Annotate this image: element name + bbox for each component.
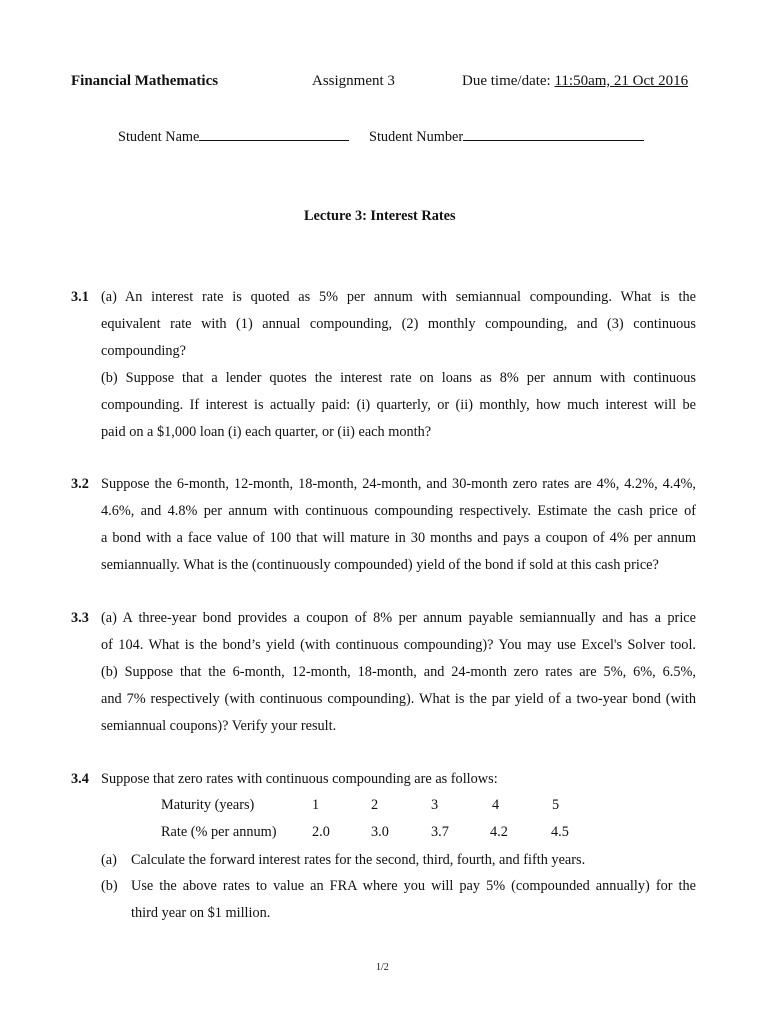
q32-line: semiannually. What is the (continuously compounded) yield of the bond if sold at this cash price? [101, 557, 659, 573]
q31-line: equivalent rate with (1) annual compounding, (2) monthly compounding, and (3) continuous [101, 316, 696, 332]
q34-number: 3.4 [71, 771, 89, 787]
q34-intro: Suppose that zero rates with continuous compounding are as follows: [101, 771, 498, 787]
rate-cell: 3.7 [431, 824, 449, 840]
student-name-field [118, 128, 349, 146]
student-number-field [369, 128, 644, 146]
q33-line: and 7% respectively (with continuous compounding). What is the par yield of a two-year bond (with [101, 691, 696, 707]
course-title: Financial Mathematics [71, 73, 219, 89]
q31-line: (b) Suppose that a lender quotes the interest rate on loans as 8% per annum with continuous [101, 370, 696, 386]
q32-line: Suppose the 6-month, 12-month, 18-month, 24-month, and 30-month zero rates are 4%, 4.2%, 4.4%, [101, 476, 696, 492]
q32-line: 4.6%, and 4.8% per annum with continuous compounding respectively. Estimate the cash price of [101, 503, 696, 519]
q34-a-label: (a) [101, 852, 117, 868]
q32-number: 3.2 [71, 476, 89, 492]
maturity-label: Maturity (years) [161, 797, 255, 813]
q31-number: 3.1 [71, 289, 89, 305]
rate-cell: 3.0 [371, 824, 389, 840]
q33-line: (b) Suppose that the 6-month, 12-month, 18-month, and 24-month zero rates are 5%, 6%, 6.5%, [101, 664, 696, 680]
q33-line: (a) A three-year bond provides a coupon of 8% per annum payable semiannually and has a price [101, 610, 696, 626]
maturity-cell: 3 [431, 797, 439, 813]
due-date [462, 73, 688, 90]
page-number: 1/2 [376, 962, 389, 973]
rate-cell: 2.0 [312, 824, 330, 840]
q31-line: (a) An interest rate is quoted as 5% per annum with semiannual compounding. What is the [101, 289, 696, 305]
due-label: Due time/date: [462, 73, 555, 89]
q34-b-line: third year on $1 million. [131, 905, 271, 921]
q31-line: compounding? [101, 343, 186, 359]
maturity-cell: 1 [312, 797, 320, 813]
rate-label: Rate (% per annum) [161, 824, 277, 840]
rate-cell: 4.2 [490, 824, 508, 840]
q34-a-text: Calculate the forward interest rates for the second, third, fourth, and fifth years. [131, 852, 586, 868]
q33-line: semiannual coupons)? Verify your result. [101, 718, 337, 734]
rate-cell: 4.5 [551, 824, 569, 840]
q33-line: of 104. What is the bond’s yield (with continuous compounding)? You may use Excel's Solver tool. [101, 637, 696, 653]
maturity-cell: 4 [492, 797, 500, 813]
maturity-cell: 2 [371, 797, 379, 813]
q31-line: paid on a $1,000 loan (i) each quarter, or (ii) each month? [101, 424, 432, 440]
due-value: 11:50am, 21 Oct 2016 [554, 73, 689, 89]
lecture-title: Lecture 3: Interest Rates [304, 208, 456, 224]
student-name-blank [199, 128, 349, 141]
student-number-label: Student Number [369, 129, 464, 145]
maturity-cell: 5 [552, 797, 560, 813]
student-number-blank [463, 128, 644, 141]
assignment-label: Assignment 3 [312, 73, 395, 89]
q31-line: compounding. If interest is actually paid: (i) quarterly, or (ii) monthly, how much interest will be [101, 397, 696, 413]
student-name-label: Student Name [118, 129, 200, 145]
q34-b-line: Use the above rates to value an FRA where you will pay 5% (compounded annually) for the [131, 878, 696, 894]
q32-line: a bond with a face value of 100 that will mature in 30 months and pays a coupon of 4% per annum [101, 530, 696, 546]
q34-b-label: (b) [101, 878, 118, 894]
q33-number: 3.3 [71, 610, 89, 626]
